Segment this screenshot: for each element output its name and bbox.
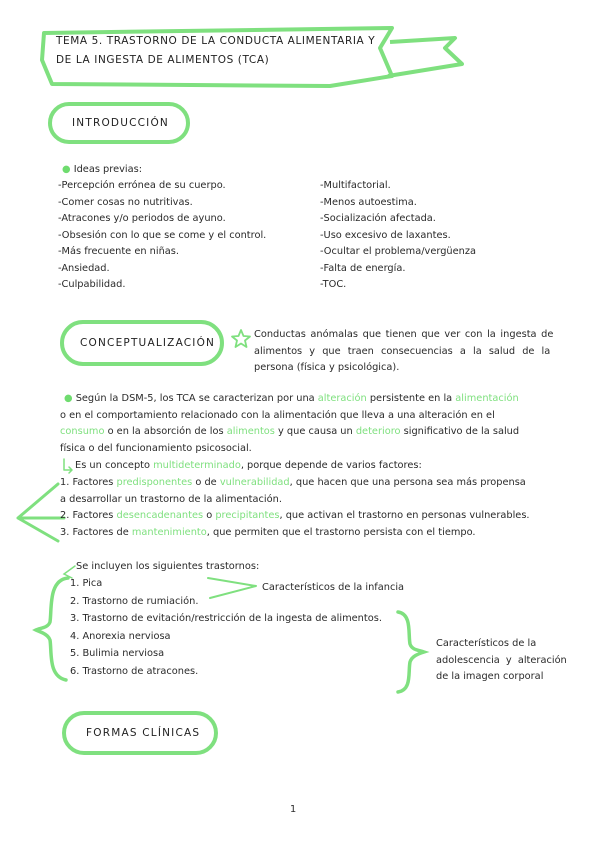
ideas-previas-heading bbox=[62, 162, 142, 179]
highlight-term: consumo bbox=[60, 426, 105, 437]
factores-list bbox=[60, 475, 530, 541]
list-item: -Multifactorial. bbox=[320, 180, 391, 191]
highlight-term: alteración bbox=[317, 393, 367, 404]
factor-text: 2. Factores bbox=[60, 510, 117, 521]
factor-text: , que activan el trastorno en personas vulnerables. bbox=[279, 510, 530, 521]
ideas-left-list bbox=[58, 178, 266, 294]
list-item: -TOC. bbox=[320, 279, 347, 290]
note-line: adolescencia y alteración bbox=[436, 654, 567, 666]
dsm-line-1 bbox=[60, 391, 519, 408]
trastornos-bracket bbox=[36, 578, 68, 680]
dsm-line-3 bbox=[60, 424, 519, 441]
factor-3 bbox=[60, 525, 530, 542]
dsm-text: o en la absorción de los bbox=[104, 426, 227, 437]
dsm-line-2: o en el comportamiento relacionado con la alimentación que lleva a una alteración en el bbox=[60, 409, 495, 421]
adolescencia-bracket bbox=[398, 612, 424, 692]
adolescencia-note bbox=[436, 636, 567, 686]
multi-arrow-icon bbox=[64, 459, 72, 473]
list-item: -Comer cosas no nutritivas. bbox=[58, 196, 193, 208]
multideterminado-line bbox=[75, 458, 422, 475]
highlight-term: alimentación bbox=[455, 393, 519, 404]
title-banner-tail bbox=[388, 38, 462, 76]
dsm-line-4: física o del funcionamiento psicosocial. bbox=[60, 442, 252, 454]
list-item: -Ocultar el problema/vergüenza bbox=[320, 246, 477, 257]
list-item: -Más frecuente en niñas. bbox=[58, 246, 180, 257]
star-note-line: persona (física y psicológica). bbox=[254, 362, 400, 373]
dsm-text: persistente en la bbox=[366, 393, 456, 404]
ideas-previas-label: Ideas previas: bbox=[73, 164, 143, 175]
dsm-text: y que causa un bbox=[274, 426, 356, 437]
bullet-dot-icon: ● bbox=[62, 164, 71, 175]
factor-text: , que permiten que el trastorno persista con el tiempo. bbox=[206, 526, 476, 538]
list-item: -Uso excesivo de laxantes. bbox=[320, 229, 451, 241]
highlight-term: vulnerabilidad bbox=[219, 477, 290, 488]
list-item: 3. Trastorno de evitación/restricción de la ingesta de alimentos. bbox=[70, 613, 382, 624]
list-item: 1. Pica bbox=[70, 578, 103, 589]
factor-text: o de bbox=[192, 477, 220, 488]
factor-text: o bbox=[203, 510, 216, 521]
formas-heading: FORMAS CLÍNICAS bbox=[86, 727, 201, 739]
title-line-1: TEMA 5. TRASTORNO DE LA CONDUCTA ALIMENTARIA Y bbox=[56, 35, 376, 47]
dsm-text: significativo de la salud bbox=[400, 426, 520, 437]
list-item: 5. Bulimia nerviosa bbox=[70, 648, 165, 659]
note-line: Característicos de la bbox=[436, 638, 537, 649]
list-item: -Menos autoestima. bbox=[320, 196, 417, 208]
infancia-note: Característicos de la infancia bbox=[262, 582, 405, 593]
list-item: -Socialización afectada. bbox=[320, 213, 436, 224]
highlight-term: alimentos bbox=[226, 426, 275, 437]
factor-text: 3. Factores de bbox=[60, 526, 132, 538]
title-line-2: DE LA INGESTA DE ALIMENTOS (TCA) bbox=[56, 54, 270, 66]
dsm-paragraph bbox=[60, 391, 519, 457]
multi-text: Es un concepto bbox=[75, 460, 154, 471]
factor-1-cont: a desarrollar un trastorno de la alimentación. bbox=[60, 493, 282, 505]
highlight-term: predisponentes bbox=[116, 477, 193, 488]
star-note-line: alimentos y que traen consecuencias a la salud de la bbox=[254, 345, 551, 357]
factor-text: , que hacen que una persona sea más propensa bbox=[289, 477, 526, 488]
highlight-term: deterioro bbox=[355, 426, 401, 437]
highlight-term: multideterminado bbox=[153, 460, 241, 471]
factors-arrow bbox=[18, 484, 64, 541]
factor-2 bbox=[60, 508, 530, 525]
star-note bbox=[254, 327, 568, 377]
factor-1 bbox=[60, 475, 530, 492]
concept-heading: CONCEPTUALIZACIÓN bbox=[80, 337, 216, 349]
ideas-right-list bbox=[320, 178, 476, 294]
list-item: -Falta de energía. bbox=[320, 262, 406, 274]
list-item: 4. Anorexia nerviosa bbox=[70, 630, 171, 642]
list-item: 2. Trastorno de rumiación. bbox=[70, 595, 199, 607]
intro-heading: INTRODUCCIÓN bbox=[72, 117, 169, 129]
list-item: -Culpabilidad. bbox=[58, 279, 126, 290]
star-icon bbox=[232, 330, 250, 347]
note-line: de la imagen corporal bbox=[436, 671, 544, 682]
highlight-term: desencadenantes bbox=[116, 510, 204, 521]
star-note-line: Conductas anómalas que tienen que ver con la ingesta de bbox=[254, 329, 554, 340]
highlight-term: precipitantes bbox=[215, 510, 280, 521]
list-item: -Percepción errónea de su cuerpo. bbox=[58, 180, 226, 191]
list-item: -Atracones y/o periodos de ayuno. bbox=[58, 213, 226, 224]
highlight-term: mantenimiento bbox=[131, 526, 207, 538]
dsm-text: Según la DSM-5, los TCA se caracterizan por una bbox=[75, 393, 318, 404]
list-item: 6. Trastorno de atracones. bbox=[70, 665, 199, 677]
trastornos-intro: Se incluyen los siguientes trastornos: bbox=[76, 561, 260, 572]
list-item: -Ansiedad. bbox=[58, 262, 110, 274]
multi-text: , porque depende de varios factores: bbox=[240, 460, 422, 471]
factor-text: 1. Factores bbox=[60, 477, 117, 488]
bullet-dot-icon: ● bbox=[64, 393, 73, 404]
list-item: -Obsesión con lo que se come y el control. bbox=[58, 229, 267, 241]
document-title bbox=[56, 32, 375, 70]
page-number: 1 bbox=[290, 804, 297, 815]
